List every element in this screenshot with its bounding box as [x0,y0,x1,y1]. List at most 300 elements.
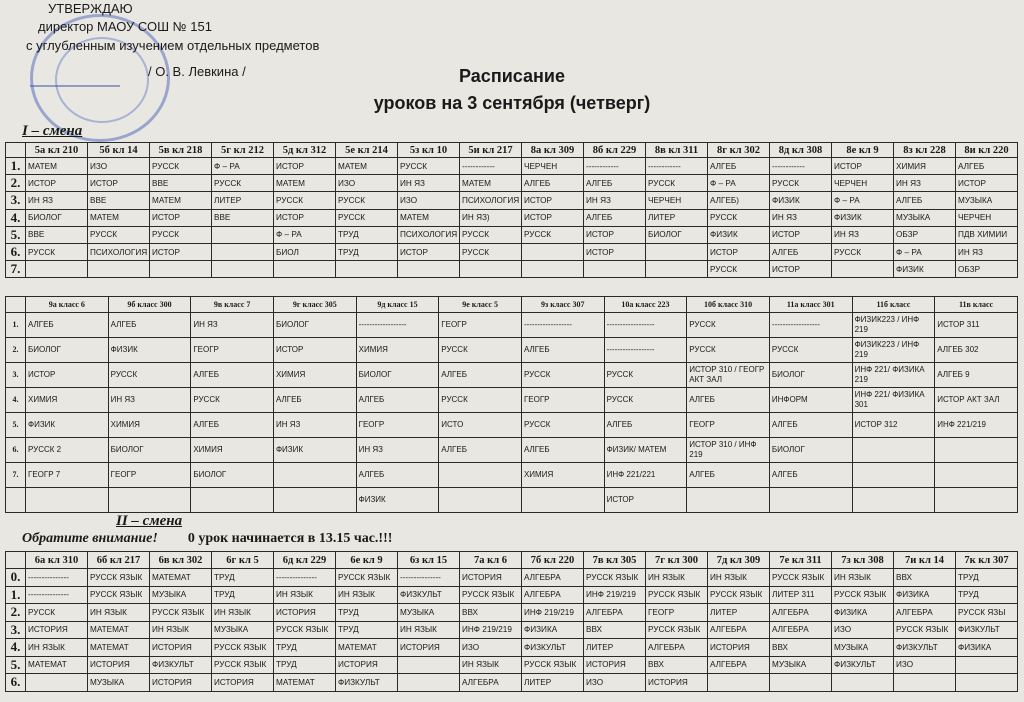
lesson-cell: ------------ [770,158,832,175]
lesson-cell: ИН ЯЗ [584,192,646,209]
lesson-cell [398,674,460,692]
lesson-cell: РУССК [604,388,687,413]
class-header: 5в кл 218 [150,143,212,158]
lesson-cell: РУССК ЯЗЫК [212,656,274,674]
lesson-number: 2. [6,338,26,363]
lesson-cell: АЛГЕБРА [646,639,708,657]
lesson-row [6,674,1018,692]
lesson-cell: ГЕОГР [439,313,522,338]
class-header: 5д кл 312 [274,143,336,158]
header-row [6,552,1018,569]
lesson-cell: ИНФ 219/219 [584,586,646,604]
lesson-cell: БИОЛОГ [26,338,109,363]
lesson-cell: АЛГЕБРА [708,656,770,674]
lesson-cell: ФИЗИКА [832,604,894,622]
class-header: 6г кл 5 [212,552,274,569]
lesson-cell: ИСТОРИЯ [88,656,150,674]
class-header: 8и кл 220 [956,143,1018,158]
lesson-cell: ИСТОРИЯ [708,639,770,657]
lesson-cell: БИОЛОГ [646,226,708,243]
lesson-cell: РУССК [336,192,398,209]
lesson-cell: ИН ЯЗЫК [212,604,274,622]
lesson-row [6,209,1018,226]
lesson-cell: ИСТОР [273,338,356,363]
lesson-cell: ИНФ 221/221 [604,463,687,488]
lesson-cell: РУССК ЯЗЫК [708,586,770,604]
lesson-cell: РУССК [88,226,150,243]
lesson-cell: РУССК [687,313,770,338]
lesson-number: 1. [6,313,26,338]
lesson-cell: РУССК [521,363,604,388]
lesson-cell: ОБЗР [956,261,1018,278]
lesson-cell: РУССК [708,209,770,226]
lesson-cell: ИН ЯЗ [273,413,356,438]
lesson-cell: ИН ЯЗ [191,313,274,338]
lesson-cell: ФИЗИК223 / ИНФ 219 [852,338,935,363]
lesson-cell: БИОЛ [274,243,336,260]
lesson-cell: ИСТОР [522,192,584,209]
lesson-cell: ТРУД [336,243,398,260]
lesson-cell: ИНФ 219/219 [460,621,522,639]
lesson-cell: ХИМИЯ [191,438,274,463]
lesson-cell: ЛИТЕР [708,604,770,622]
lesson-row [6,656,1018,674]
lesson-cell: РУССК [150,158,212,175]
lesson-cell: РУССК ЯЗЫК [88,569,150,587]
lesson-cell [88,261,150,278]
class-header: 10б класс 310 [687,297,770,313]
lesson-cell: ИСТОР 310 / ГЕОГР АКТ ЗАЛ [687,363,770,388]
lesson-cell: ИСТОР [956,175,1018,192]
lesson-cell [26,488,109,513]
lesson-cell: АЛГЕБРА [584,604,646,622]
approval-line-2: директор МАОУ СОШ № 151 [38,19,212,34]
lesson-cell: РУССК 2 [26,438,109,463]
lesson-cell: ИСТОР [88,175,150,192]
lesson-cell: ИСТОР [584,243,646,260]
lesson-cell: РУССК [398,158,460,175]
lesson-cell: ИСТОР АКТ ЗАЛ [935,388,1018,413]
lesson-cell: ЛИТЕР [522,674,584,692]
lesson-cell: ИН ЯЗЫК [708,569,770,587]
lesson-cell: ЧЕРЧЕН [522,158,584,175]
lesson-number: 7. [6,261,26,278]
lesson-number: 3. [6,363,26,388]
lesson-cell [832,261,894,278]
lesson-cell: АЛГЕБРА [770,621,832,639]
class-header: 9е класс 5 [439,297,522,313]
lesson-cell: БИОЛОГ [273,313,356,338]
lesson-number: 0. [6,569,26,587]
lesson-cell: МУЗЫКА [212,621,274,639]
lesson-cell: РУССК ЯЗЫК [646,586,708,604]
lesson-cell: РУССК [439,388,522,413]
class-header: 5з кл 10 [398,143,460,158]
lesson-cell [398,261,460,278]
corner-cell [6,552,26,569]
lesson-cell: ТРУД [212,569,274,587]
lesson-cell: ИН ЯЗ [832,226,894,243]
class-header: 7е кл 311 [770,552,832,569]
lesson-row [6,569,1018,587]
lesson-cell: РУССК [212,175,274,192]
lesson-cell: АЛГЕБ [769,463,852,488]
lesson-cell: АЛГЕБ [521,338,604,363]
lesson-cell: --------------- [26,569,88,587]
lesson-cell: МУЗЫКА [770,656,832,674]
lesson-cell: ИЗО [832,621,894,639]
lesson-cell: ИСТОРИЯ [460,569,522,587]
class-header: 8б кл 229 [584,143,646,158]
lesson-cell: ИСТОРИЯ [274,604,336,622]
lesson-cell [956,656,1018,674]
lesson-cell [336,261,398,278]
lesson-cell: ТРУД [336,226,398,243]
lesson-cell: ИСТОР [832,158,894,175]
lesson-cell: --------------- [26,586,88,604]
lesson-cell: ИСТОРИЯ [584,656,646,674]
lesson-cell: ИН ЯЗЫК [832,569,894,587]
lesson-cell: АЛГЕБ 9 [935,363,1018,388]
lesson-cell: МАТЕМ [398,209,460,226]
lesson-cell: ИСТОР [584,226,646,243]
class-header: 7з кл 308 [832,552,894,569]
lesson-cell: АЛГЕБ [273,388,356,413]
lesson-cell: ГЕОГР [356,413,439,438]
class-header: 6д кл 229 [274,552,336,569]
lesson-cell: АЛГЕБ [191,363,274,388]
lesson-row [6,363,1018,388]
lesson-cell: ИН ЯЗЫК [398,621,460,639]
corner-cell [6,143,26,158]
lesson-cell: ИН ЯЗЫК [336,586,398,604]
lesson-cell [584,261,646,278]
lesson-row [6,338,1018,363]
lesson-cell: --------------- [274,569,336,587]
class-header: 6б кл 217 [88,552,150,569]
lesson-cell [26,261,88,278]
lesson-cell: ИЗО [88,158,150,175]
class-header: 8в кл 311 [646,143,708,158]
lesson-cell: ЧЕРЧЕН [832,175,894,192]
lesson-row [6,243,1018,260]
lesson-cell: ИСТОР [274,209,336,226]
lesson-cell: АЛГЕБ [26,313,109,338]
lesson-cell: АЛГЕБ [894,192,956,209]
lesson-cell: МАТЕМАТ [26,656,88,674]
lesson-cell: РУССК [26,243,88,260]
class-header: 7г кл 300 [646,552,708,569]
lesson-cell: АЛГЕБ [687,463,770,488]
lesson-cell [522,243,584,260]
lesson-cell: ИН ЯЗ) [460,209,522,226]
lesson-cell [935,438,1018,463]
lesson-cell [26,674,88,692]
lesson-cell: ИНФОРМ [769,388,852,413]
lesson-cell: ИСТОР [770,226,832,243]
lesson-cell: ИСТОРИЯ [26,621,88,639]
lesson-cell [832,674,894,692]
lesson-cell: РУССК ЯЗЫК [460,586,522,604]
lesson-cell: АЛГЕБРА [522,586,584,604]
lesson-cell: ЛИТЕР [646,209,708,226]
lesson-cell: АЛГЕБ [584,209,646,226]
lesson-cell: РУССК ЯЗЫК [336,569,398,587]
lesson-cell: ИСТОР [604,488,687,513]
lesson-cell: РУССК [150,226,212,243]
lesson-cell: ФИЗИК [894,261,956,278]
lesson-cell: ФИЗИК [708,226,770,243]
header-row [6,297,1018,313]
lesson-cell: ЛИТЕР [584,639,646,657]
lesson-cell: РУССК [769,338,852,363]
lesson-cell: ТРУД [336,621,398,639]
lesson-cell: ПДВ ХИМИИ [956,226,1018,243]
lesson-cell: БИОЛОГ [769,363,852,388]
lesson-cell [439,463,522,488]
lesson-cell: ФИЗКУЛЬТ [150,656,212,674]
lesson-row [6,313,1018,338]
lesson-cell: РУССК [646,175,708,192]
lesson-cell: МУЗЫКА [832,639,894,657]
lesson-cell [852,463,935,488]
lesson-cell: ТРУД [212,586,274,604]
lesson-cell: ИНФ 219/219 [522,604,584,622]
lesson-cell: АЛГЕБ [356,463,439,488]
lesson-cell: Ф – РА [212,158,274,175]
class-header: 9з класс 307 [521,297,604,313]
lesson-row [6,388,1018,413]
lesson-cell: ФИЗКУЛЬТ [336,674,398,692]
lesson-cell: ИЗО [460,639,522,657]
lesson-cell: АЛГЕБ [708,158,770,175]
lesson-cell: ЧЕРЧЕН [646,192,708,209]
lesson-cell: РУССК [708,261,770,278]
schedule-table-shift-1 [5,142,1018,278]
lesson-cell: ВВХ [584,621,646,639]
notice [22,531,392,547]
lesson-cell: МАТЕМ [336,158,398,175]
lesson-cell: ХИМИЯ [273,363,356,388]
lesson-cell: РУССК [108,363,191,388]
lesson-cell: ИНФ 221/ ФИЗИКА 219 [852,363,935,388]
lesson-number: 4. [6,639,26,657]
lesson-cell: ------------------ [604,313,687,338]
lesson-cell: РУССК ЯЗЫК [832,586,894,604]
lesson-row [6,175,1018,192]
lesson-number: 1. [6,586,26,604]
lesson-cell: ИСТОР 312 [852,413,935,438]
lesson-cell: ИСТОР 311 [935,313,1018,338]
lesson-cell: ИН ЯЗ [770,209,832,226]
class-header: 5б кл 14 [88,143,150,158]
lesson-cell: АЛГЕБ [584,175,646,192]
lesson-cell: МУЗЫКА [956,192,1018,209]
lesson-cell: ИСТОР [274,158,336,175]
lesson-cell: ИН ЯЗЫК [26,639,88,657]
lesson-cell: ФИЗКУЛЬТ [894,639,956,657]
lesson-cell: ИСТОРИЯ [212,674,274,692]
lesson-cell: ------------------ [604,338,687,363]
lesson-cell [770,674,832,692]
lesson-cell: ТРУД [956,569,1018,587]
lesson-cell: РУССК ЯЗЫК [522,656,584,674]
class-header: 8г кл 302 [708,143,770,158]
lesson-number: 4. [6,209,26,226]
lesson-row [6,463,1018,488]
lesson-cell [687,488,770,513]
lesson-cell: РУССК ЯЗЫК [584,569,646,587]
lesson-cell: ------------------ [356,313,439,338]
lesson-cell: ИН ЯЗ [956,243,1018,260]
lesson-cell: ФИЗИК [108,338,191,363]
lesson-number: 3. [6,621,26,639]
lesson-cell: ВВХ [770,639,832,657]
lesson-cell: МАТЕМ [26,158,88,175]
lesson-cell: ИЗО [398,192,460,209]
lesson-cell: ГЕОГР 7 [26,463,109,488]
class-header: 9а класс 6 [26,297,109,313]
lesson-number: 4. [6,388,26,413]
lesson-cell: БИОЛОГ [356,363,439,388]
lesson-cell [852,488,935,513]
lesson-cell: АЛГЕБ [439,363,522,388]
lesson-cell: РУССК [191,388,274,413]
lesson-cell: ПСИХОЛОГИЯ [88,243,150,260]
class-header: 8з кл 228 [894,143,956,158]
lesson-cell: ГЕОГР [191,338,274,363]
header-row [6,143,1018,158]
lesson-cell: АЛГЕБ 302 [935,338,1018,363]
lesson-cell: ИСТОР [708,243,770,260]
lesson-cell [191,488,274,513]
lesson-cell: АЛГЕБ [439,438,522,463]
class-header: 7б кл 220 [522,552,584,569]
lesson-cell: ТРУД [274,656,336,674]
lesson-cell: ВВХ [894,569,956,587]
lesson-cell: ВВЕ [150,175,212,192]
lesson-cell: ИСТОР [522,209,584,226]
class-header: 9г класс 305 [273,297,356,313]
notice-text: 0 урок начинается в 13.15 час.!!! [187,531,393,546]
lesson-cell: ------------------ [769,313,852,338]
lesson-cell: АЛГЕБ [687,388,770,413]
lesson-cell: АЛГЕБРА [708,621,770,639]
lesson-cell: ИН ЯЗ [26,192,88,209]
shift-2-label: II – смена [116,513,183,529]
lesson-cell: РУССК [832,243,894,260]
lesson-cell: ХИМИЯ [26,388,109,413]
lesson-cell: ГЕОГР [521,388,604,413]
class-header: 11а класс 301 [769,297,852,313]
lesson-cell: АЛГЕБ [191,413,274,438]
lesson-cell: ИНФ 221/ ФИЗИКА 301 [852,388,935,413]
lesson-cell: МУЗЫКА [894,209,956,226]
lesson-cell: ВВХ [646,656,708,674]
lesson-cell: ПСИХОЛОГИЯ [460,192,522,209]
lesson-cell [398,656,460,674]
lesson-cell [439,488,522,513]
lesson-row [6,226,1018,243]
lesson-cell: РУССК [274,192,336,209]
lesson-cell: ХИМИЯ [894,158,956,175]
lesson-cell: ИСТОР [150,243,212,260]
lesson-cell: ГЕОГР [108,463,191,488]
lesson-cell: ИСТОР [150,209,212,226]
lesson-row [6,604,1018,622]
lesson-cell [522,261,584,278]
lesson-cell: МАТЕМ [274,175,336,192]
lesson-cell [150,261,212,278]
lesson-cell: Ф – РА [832,192,894,209]
lesson-cell: РУССК [604,363,687,388]
class-header: 5и кл 217 [460,143,522,158]
lesson-cell: МУЗЫКА [398,604,460,622]
lesson-cell: Ф – РА [274,226,336,243]
lesson-number [6,488,26,513]
lesson-row [6,438,1018,463]
shift-1-label: I – смена [22,123,83,139]
lesson-cell: МАТЕМ [88,209,150,226]
lesson-cell [274,261,336,278]
lesson-cell: ФИЗКУЛЬТ [832,656,894,674]
lesson-cell: ИН ЯЗЫК [646,569,708,587]
lesson-cell: ИСТОРИЯ [336,656,398,674]
lesson-cell: АЛГЕБ [108,313,191,338]
lesson-cell [273,463,356,488]
lesson-cell: ИЗО [336,175,398,192]
lesson-cell: ИСТОР 310 / ИНФ 219 [687,438,770,463]
lesson-cell [212,261,274,278]
lesson-number: 5. [6,413,26,438]
lesson-cell: ИН ЯЗЫК [460,656,522,674]
lesson-cell: ИЗО [584,674,646,692]
lesson-cell: ИСТОР [770,261,832,278]
lesson-cell: МАТЕМ [460,175,522,192]
lesson-cell: РУССК ЯЗЫК [770,569,832,587]
approval-line-4: / О. В. Левкина / [148,64,246,79]
class-header: 11б класс [852,297,935,313]
class-header: 5е кл 214 [336,143,398,158]
lesson-cell: РУССК [336,209,398,226]
class-header: 7в кл 305 [584,552,646,569]
lesson-cell: ФИЗИК [832,209,894,226]
lesson-cell: ХИМИЯ [356,338,439,363]
lesson-row [6,621,1018,639]
lesson-cell: АЛГЕБ [769,413,852,438]
lesson-cell: АЛГЕБ) [708,192,770,209]
class-header: 5г кл 212 [212,143,274,158]
lesson-cell [646,243,708,260]
class-header: 9в класс 7 [191,297,274,313]
lesson-cell [521,488,604,513]
lesson-cell: МУЗЫКА [88,674,150,692]
lesson-cell: ФИЗКУЛЬТ [956,621,1018,639]
lesson-cell: ИСТОРИЯ [646,674,708,692]
class-header: 7и кл 14 [894,552,956,569]
lesson-cell: ФИЗИК [356,488,439,513]
lesson-cell: ВВХ [460,604,522,622]
notice-attention: Обратите внимание! [22,531,158,546]
class-header: 11в класс [935,297,1018,313]
lesson-cell: ФИЗИКА [522,621,584,639]
lesson-cell [935,488,1018,513]
lesson-row [6,413,1018,438]
lesson-cell: РУССК [770,175,832,192]
lesson-cell: МАТЕМАТ [150,569,212,587]
lesson-cell: ЛИТЕР [212,192,274,209]
lesson-row [6,192,1018,209]
